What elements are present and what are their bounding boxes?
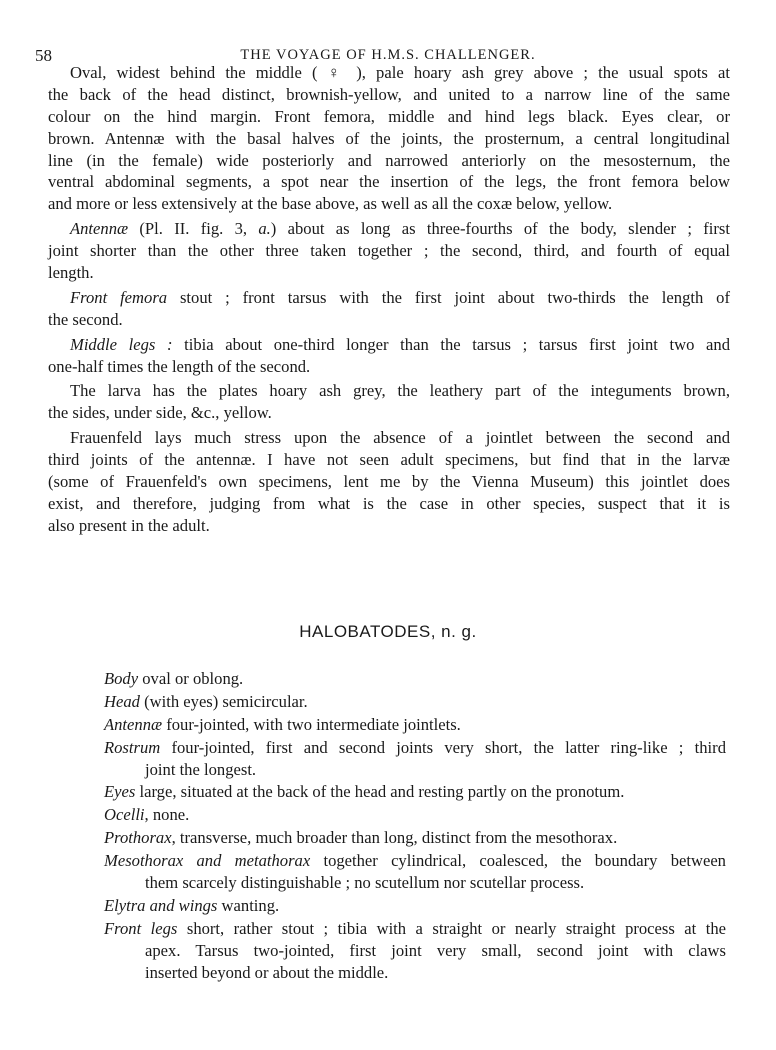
text-span: , none. bbox=[144, 805, 190, 825]
italic-term: Antennæ bbox=[104, 714, 163, 734]
italic-term: Body bbox=[104, 669, 139, 688]
italic-term: Front legs bbox=[104, 918, 178, 938]
text-span: (with eyes) semicircular. bbox=[139, 691, 308, 711]
genus-definitions bbox=[104, 668, 726, 984]
definition bbox=[104, 895, 726, 917]
paragraph bbox=[48, 380, 730, 424]
definition bbox=[104, 827, 726, 849]
text-span: oval or oblong. bbox=[138, 669, 244, 688]
text-span: four-jointed, with two intermediate jointlets. bbox=[162, 714, 461, 734]
italic-term: Antennæ bbox=[70, 219, 129, 239]
text-span: wanting. bbox=[217, 895, 280, 915]
text-line bbox=[48, 402, 730, 424]
text-line bbox=[48, 218, 730, 240]
text-line bbox=[48, 287, 730, 309]
text-line bbox=[104, 850, 726, 872]
paragraph bbox=[48, 218, 730, 284]
text-span: Oval, widest behind the middle ( ♀ ), pale hoary ash grey above ; the usual spots at bbox=[70, 63, 730, 82]
text-line bbox=[48, 515, 730, 537]
text-line bbox=[104, 781, 726, 803]
text-line bbox=[104, 668, 726, 690]
text-span: short, rather stout ; tibia with a straight or nearly straight process at the bbox=[177, 918, 727, 938]
text-span: four-jointed, first and second joints very short, the latter ring-like ; third bbox=[160, 737, 726, 757]
text-line bbox=[48, 380, 730, 402]
text-line bbox=[48, 150, 730, 172]
text-span: and more or less extensively at the base above, as well as all the coxæ below, yellow. bbox=[48, 194, 613, 214]
page-number: 58 bbox=[35, 46, 52, 65]
running-title: THE VOYAGE OF H.M.S. CHALLENGER. bbox=[240, 47, 536, 63]
definition bbox=[104, 737, 726, 781]
italic-term: Rostrum bbox=[104, 737, 161, 757]
definition bbox=[104, 714, 726, 736]
text-span: apex. Tarsus two-jointed, first joint very small, second joint with claws bbox=[145, 940, 726, 960]
text-span: together cylindrical, coalesced, the boundary between bbox=[310, 851, 726, 871]
text-span: third joints of the antennæ. I have not seen adult specimens, but find that in the larvæ bbox=[48, 450, 730, 470]
paragraph bbox=[48, 334, 730, 378]
text-span: (some of Frauenfeld's own specimens, lent me by the Vienna Museum) this jointlet does bbox=[48, 472, 730, 492]
text-span: Frauenfeld lays much stress upon the absence of a jointlet between the second and bbox=[70, 428, 730, 448]
genus-suffix: n. g. bbox=[435, 622, 477, 641]
text-line bbox=[48, 449, 730, 471]
italic-term: Elytra and wings bbox=[104, 895, 218, 915]
text-line bbox=[104, 759, 726, 781]
text-span: ) about as long as three-fourths of the body, slender ; first bbox=[270, 219, 730, 239]
text-span: large, situated at the back of the head and resting partly on the pronotum. bbox=[135, 782, 625, 802]
paragraph bbox=[48, 62, 730, 215]
italic-term: Head bbox=[104, 691, 140, 711]
text-span: length. bbox=[48, 263, 94, 283]
text-line bbox=[104, 691, 726, 713]
italic-term: Ocelli bbox=[104, 805, 145, 825]
text-line bbox=[48, 240, 730, 262]
section-heading bbox=[0, 622, 776, 642]
text-line bbox=[48, 193, 730, 215]
text-span: , transverse, much broader than long, distinct from the mesothorax. bbox=[171, 828, 618, 848]
text-span: brown. Antennæ with the basal halves of the joints, the prosternum, a central longitudinal bbox=[48, 128, 730, 148]
text-span: inserted beyond or about the middle. bbox=[145, 962, 389, 982]
text-line bbox=[48, 262, 730, 284]
text-line bbox=[104, 804, 726, 826]
definition bbox=[104, 804, 726, 826]
text-span: joint the longest. bbox=[145, 759, 257, 779]
text-line bbox=[104, 827, 726, 849]
italic-term: a. bbox=[258, 219, 271, 239]
paragraph bbox=[48, 427, 730, 536]
text-line bbox=[48, 128, 730, 150]
text-line bbox=[48, 356, 730, 378]
text-line bbox=[104, 737, 726, 759]
text-line bbox=[104, 940, 726, 962]
text-line bbox=[48, 171, 730, 193]
genus-name: HALOBATODES, bbox=[299, 622, 436, 641]
body-text bbox=[48, 62, 730, 540]
definition bbox=[104, 781, 726, 803]
text-span: the sides, under side, &c., yellow. bbox=[48, 403, 272, 423]
text-line bbox=[48, 493, 730, 515]
text-span: them scarcely distinguishable ; no scutellum nor scutellar process. bbox=[145, 873, 585, 893]
definition bbox=[104, 691, 726, 713]
italic-term: Middle legs : bbox=[70, 334, 173, 354]
text-span: colour on the hind margin. Front femora, middle and hind legs black. Eyes clear, or bbox=[48, 106, 730, 126]
definition bbox=[104, 850, 726, 894]
text-span: also present in the adult. bbox=[48, 515, 210, 535]
text-line bbox=[104, 918, 726, 940]
text-line bbox=[48, 309, 730, 331]
text-span: (Pl. II. fig. 3, bbox=[128, 219, 259, 239]
text-span: The larva has the plates hoary ash grey, the leathery part of the integuments brown, bbox=[70, 381, 730, 401]
text-span: stout ; front tarsus with the first joint about two-thirds the length of bbox=[167, 287, 730, 307]
text-span: tibia about one-third longer than the tarsus ; tarsus first joint two and bbox=[172, 334, 730, 354]
text-line bbox=[104, 872, 726, 894]
italic-term: Mesothorax and metathorax bbox=[104, 851, 311, 871]
italic-term: Prothorax bbox=[104, 828, 172, 848]
paragraph bbox=[48, 287, 730, 331]
text-line bbox=[104, 895, 726, 917]
text-line bbox=[104, 714, 726, 736]
definition bbox=[104, 918, 726, 984]
text-span: ventral abdominal segments, a spot near the insertion of the legs, the front femora below bbox=[48, 172, 730, 192]
text-span: the back of the head distinct, brownish-yellow, and united to a narrow line of the same bbox=[48, 84, 730, 104]
text-line bbox=[48, 84, 730, 106]
text-line bbox=[48, 427, 730, 449]
text-line bbox=[48, 471, 730, 493]
text-span: the second. bbox=[48, 309, 123, 329]
text-span: one-half times the length of the second. bbox=[48, 356, 311, 376]
text-span: line (in the female) wide posteriorly and narrowed anteriorly on the mesosternum, the bbox=[48, 150, 730, 170]
text-span: joint shorter than the other three taken together ; the second, third, and fourth of equal bbox=[48, 241, 730, 261]
text-line bbox=[48, 334, 730, 356]
text-line bbox=[48, 106, 730, 128]
text-line bbox=[48, 62, 730, 84]
italic-term: Eyes bbox=[104, 782, 136, 802]
text-line bbox=[104, 962, 726, 984]
definition bbox=[104, 668, 726, 690]
text-span: exist, and therefore, judging from what is the case in other species, suspect that it is bbox=[48, 493, 730, 513]
italic-term: Front femora bbox=[70, 287, 168, 307]
